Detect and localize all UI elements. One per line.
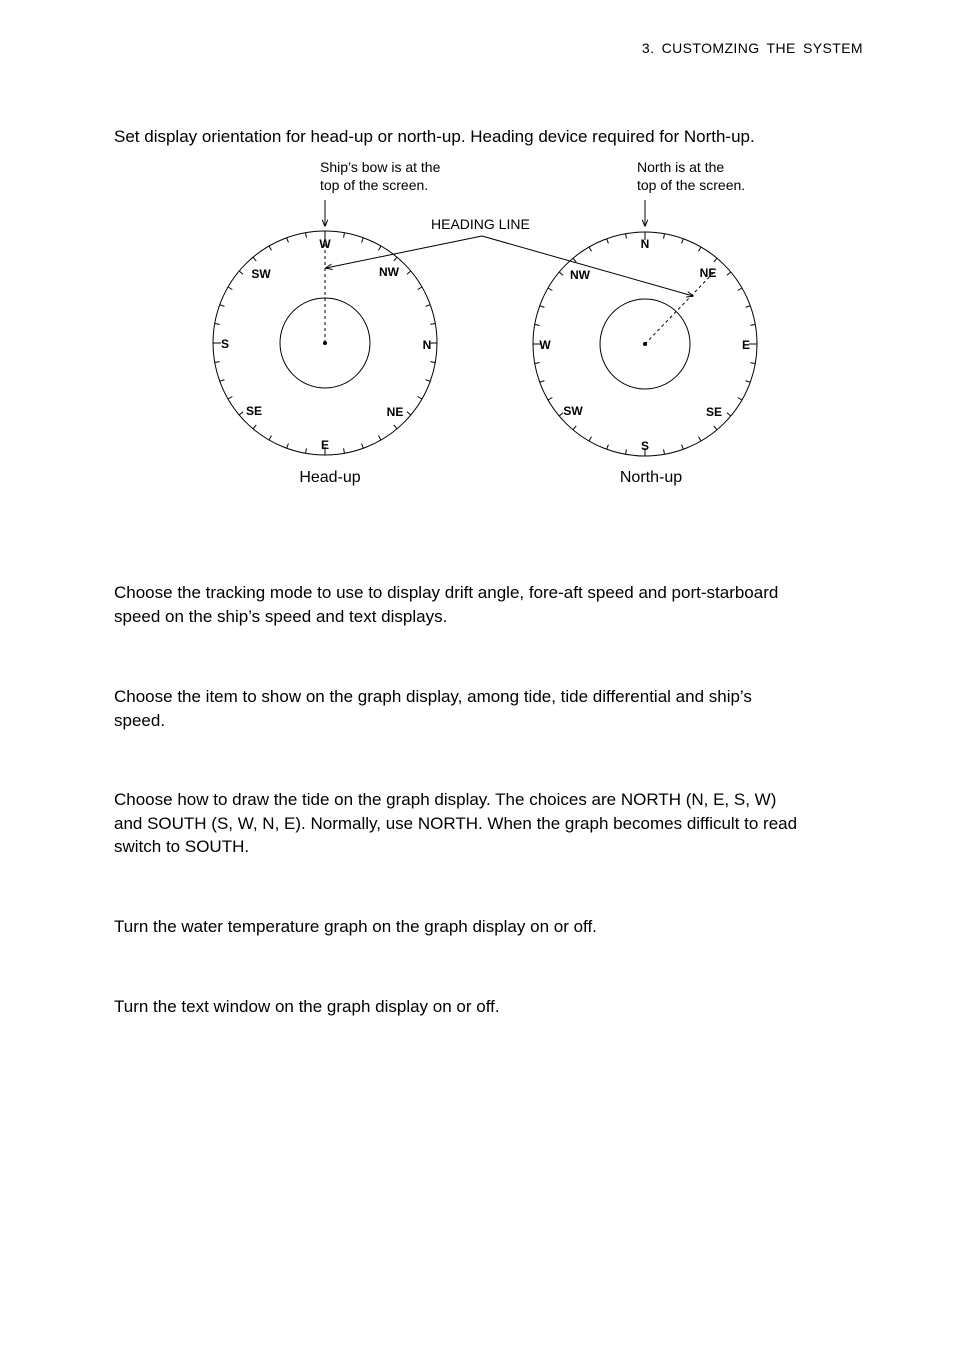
head-up-label-upper-right: NW xyxy=(379,265,399,279)
north-up-label: North-up xyxy=(619,469,683,486)
compass-tick xyxy=(727,272,731,275)
compass-tick xyxy=(269,436,272,440)
compass-tick xyxy=(228,397,232,400)
compass-tick xyxy=(269,246,272,250)
compass-tick xyxy=(430,324,435,325)
compass-tick xyxy=(714,258,717,262)
compass-tick xyxy=(750,363,755,364)
compass-tick xyxy=(394,425,397,429)
compass-tick xyxy=(589,247,592,251)
compass-tick xyxy=(306,448,307,453)
head-up-label-upper-left: SW xyxy=(251,267,271,281)
north-up-compass-dial xyxy=(533,232,757,456)
north-up-label-upper-right: NE xyxy=(699,266,717,280)
compass-tick xyxy=(407,271,411,274)
compass-tick xyxy=(253,257,256,261)
compass-tick xyxy=(738,288,742,291)
compass-tick xyxy=(362,444,364,449)
tracking-description xyxy=(114,581,864,628)
compass-tick xyxy=(394,257,397,261)
head-up-caption-line2: top of the screen. xyxy=(320,177,429,193)
compass-tick xyxy=(379,246,382,250)
compass-tick xyxy=(287,444,289,449)
heading-leader-right xyxy=(482,236,693,296)
head-up-label-top: W xyxy=(319,237,331,251)
compass-tick xyxy=(589,437,592,441)
head-up-label-right: N xyxy=(422,338,432,352)
compass-tick xyxy=(287,238,289,243)
north-up-caption-line2: top of the screen. xyxy=(637,177,746,193)
north-up-label-lower-left: SW xyxy=(563,404,583,418)
compass-tick xyxy=(215,362,220,363)
tracking-description-line1: Choose the tracking mode to use to display drift angle, fore-aft speed and port-starboard xyxy=(114,583,779,602)
compass-tick xyxy=(607,239,609,244)
compass-tick xyxy=(746,381,751,383)
compass-tick xyxy=(407,412,411,415)
graph-item-description-line1: Choose the item to show on the graph display, among tide, tide differential and ship’s xyxy=(114,687,752,706)
compass-tick xyxy=(626,234,627,239)
orientation-description: Set display orientation for head-up or north-up. Heading device required for North-up. xyxy=(114,127,755,146)
north-up-label-top: N xyxy=(640,237,650,251)
compass-tick xyxy=(418,287,422,290)
tide-draw-description-line2: and SOUTH (S, W, N, E). Normally, use NORTH. When the graph becomes difficult to read xyxy=(114,813,798,833)
compass-tick xyxy=(540,381,545,383)
compass-tick xyxy=(746,306,751,308)
compass-tick xyxy=(699,437,702,441)
compass-tick xyxy=(535,363,540,364)
compass-tick xyxy=(535,325,540,326)
section-header: 3. CUSTOMZING THE SYSTEM xyxy=(641,40,863,56)
compass-tick xyxy=(379,436,382,440)
compass-tick xyxy=(682,445,684,450)
north-up-heading-line xyxy=(645,270,716,344)
head-up-compass-dial xyxy=(213,231,437,455)
compass-tick xyxy=(682,239,684,244)
compass-tick xyxy=(430,362,435,363)
compass-tick xyxy=(548,288,552,291)
north-up-label-lower-right: SE xyxy=(705,405,723,419)
compass-tick xyxy=(664,449,665,454)
head-up-label: Head-up xyxy=(299,469,361,486)
compass-tick xyxy=(220,305,225,307)
compass-tick xyxy=(306,233,307,238)
compass-tick xyxy=(573,258,576,262)
head-up-label-left: S xyxy=(220,337,230,351)
north-up-label-left: W xyxy=(539,338,551,352)
graph-item-description xyxy=(114,685,864,732)
orientation-figure xyxy=(0,0,954,520)
head-up-caption-line1: Ship’s bow is at the xyxy=(320,159,441,175)
compass-tick xyxy=(714,426,717,430)
compass-tick xyxy=(426,305,431,307)
compass-tick xyxy=(426,380,431,382)
compass-tick xyxy=(344,233,345,238)
compass-tick xyxy=(607,445,609,450)
compass-tick xyxy=(559,272,563,275)
head-up-label-lower-right: NE xyxy=(386,405,404,419)
compass-tick xyxy=(573,426,576,430)
compass-tick xyxy=(215,324,220,325)
compass-tick xyxy=(362,238,364,243)
head-up-label-bottom: E xyxy=(320,438,330,452)
compass-tick xyxy=(738,398,742,401)
compass-tick xyxy=(220,380,225,382)
head-up-label-lower-left: SE xyxy=(245,404,263,418)
compass-tick xyxy=(239,271,243,274)
tide-draw-description-line1: Choose how to draw the tide on the graph display. The choices are NORTH (N, E, S, W) xyxy=(114,790,777,809)
compass-tick xyxy=(253,425,256,429)
compass-tick xyxy=(750,325,755,326)
tide-draw-description xyxy=(114,788,874,859)
north-up-caption-line1: North is at the xyxy=(637,159,725,175)
tide-draw-description-line3: switch to SOUTH. xyxy=(114,837,250,856)
tracking-description-line2: speed on the ship’s speed and text displays. xyxy=(114,606,448,626)
compass-tick xyxy=(540,306,545,308)
compass-tick xyxy=(344,448,345,453)
compass-tick xyxy=(228,287,232,290)
graph-item-description-line2: speed. xyxy=(114,710,166,730)
compass-tick xyxy=(664,234,665,239)
compass-tick xyxy=(727,413,731,416)
compass-tick xyxy=(239,412,243,415)
north-up-label-bottom: S xyxy=(640,439,650,453)
north-up-label-upper-left: NW xyxy=(570,268,590,282)
heading-line-label: HEADING LINE xyxy=(431,216,530,232)
north-up-label-right: E xyxy=(741,338,751,352)
water-temp-description: Turn the water temperature graph on the graph display on or off. xyxy=(114,917,597,936)
compass-tick xyxy=(626,449,627,454)
compass-tick xyxy=(418,397,422,400)
compass-tick xyxy=(699,247,702,251)
text-window-description: Turn the text window on the graph display on or off. xyxy=(114,997,500,1016)
compass-tick xyxy=(548,398,552,401)
